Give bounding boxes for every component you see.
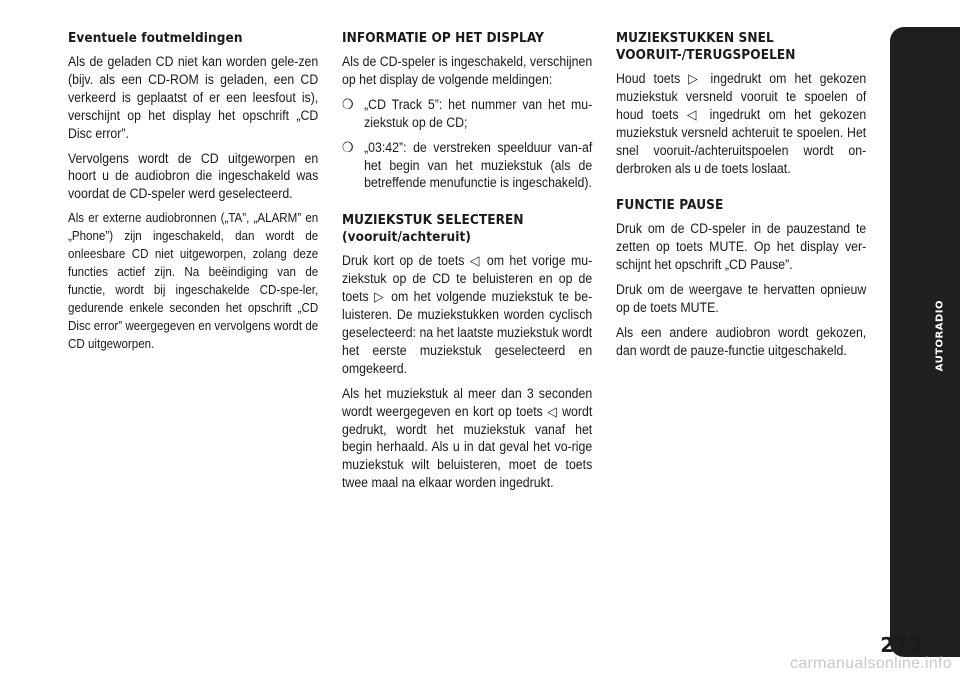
paragraph-eject: Vervolgens wordt de CD uitgeworpen en hoort u de audiobron die ingeschakeld was voordat de CD-speler werd geselecteerd. (68, 150, 319, 202)
paragraph-external-sources: Als er externe audiobronnen („TA”, „ALARM” en „Phone”) zijn ingeschakeld, dan wordt de onleesbare CD niet uitgeworpen, zolang deze functies actief zijn. Na beëindiging van de functie, wordt bij ingeschakelde CD-spe-ler, gedurende enkele seconden het opschrift „CD Disc error” weergegeven en vervolgens wordt de CD uitgeworpen. (68, 211, 319, 351)
page-number: 273 (880, 633, 922, 657)
paragraph-pause-resume: Druk om de weergave te hervatten opnieuw op de toets MUTE. (616, 282, 867, 316)
watermark: carmanualsonline.info (790, 655, 952, 672)
paragraph-repeat-track: Als het muziekstuk al meer dan 3 seconden wordt weergegeven en kort op toets ◁ wordt gedrukt, wordt het muziekstuk vanaf het begin herhaald. Als u in dat geval het vo-rige muziekstuk wilt beluisteren, moet de toets twee maal na elkaar worden ingedrukt. (342, 385, 593, 491)
heading-error-messages: Eventuele foutmeldingen (68, 31, 243, 46)
heading-pause: FUNCTIE PAUSE (616, 198, 724, 214)
bullet-track (342, 96, 592, 132)
paragraph-display-intro: Als de CD-speler is ingeschakeld, verschijnen op het display de volgende meldingen: (342, 54, 593, 87)
chapter-label: AUTORADIO (934, 300, 945, 372)
heading-display-info: INFORMATIE OP HET DISPLAY (342, 31, 545, 46)
bullet-text-track: „CD Track 5”: het nummer van het mu-ziekstuk op de CD; (364, 96, 593, 130)
column-left (68, 30, 318, 361)
bullet-text-time: „03:42”: de verstreken speelduur van-af het begin van het muziekstuk (als de betreffende menufunctie is ingeschakeld). (364, 139, 593, 191)
paragraph-fast-forward: Houd toets ▷ ingedrukt om het gekozen muziekstuk versneld vooruit te spoelen of houd toets ◁ ingedrukt om het gekozen muziekstuk versneld achteruit te spoelen. Het snel vooruit-/achteruitspoelen wordt on-derbroken als u de toets loslaat. (616, 71, 867, 176)
chapter-tab (890, 27, 960, 657)
heading-select-track-line1: MUZIEKSTUK SELECTEREN (342, 213, 524, 229)
heading-select-track (342, 212, 592, 246)
heading-select-track-line2: (vooruit/achteruit) (342, 230, 472, 246)
column-middle (342, 30, 592, 499)
heading-fast-forward (616, 30, 866, 64)
bullet-icon: ❍ (342, 95, 354, 112)
heading-fast-forward-line1: MUZIEKSTUKKEN SNEL (616, 31, 774, 46)
column-right (616, 30, 866, 367)
paragraph-disc-error: Als de geladen CD niet kan worden gele-zen (bijv. als een CD-ROM is geladen, een CD verkeerd is geplaatst of er een leesfout is), verschijnt op het display het opschrift „CD Disc error”. (68, 54, 319, 141)
paragraph-pause-off: Als een andere audiobron wordt gekozen, dan wordt de pauze-functie uitgeschakeld. (616, 324, 867, 358)
paragraph-select-track: Druk kort op de toets ◁ om het vorige mu-ziekstuk op de CD te beluisteren en op de toets ▷ om het volgende muziekstuk te be-luisteren. De muziekstukken worden cyclisch geselecteerd: na het laatste muziekstuk wordt het eerste muziekstuk geselecteerd en omgekeerd. (342, 253, 593, 376)
heading-fast-forward-line2: VOORUIT-/TERUGSPOELEN (616, 48, 796, 63)
paragraph-pause-on: Druk om de CD-speler in de pauzestand te zetten op toets MUTE. Op het display ver-schijnt het opschrift „CD Pause”. (616, 221, 867, 273)
bullet-icon: ❍ (342, 138, 354, 155)
bullet-time (342, 139, 592, 193)
